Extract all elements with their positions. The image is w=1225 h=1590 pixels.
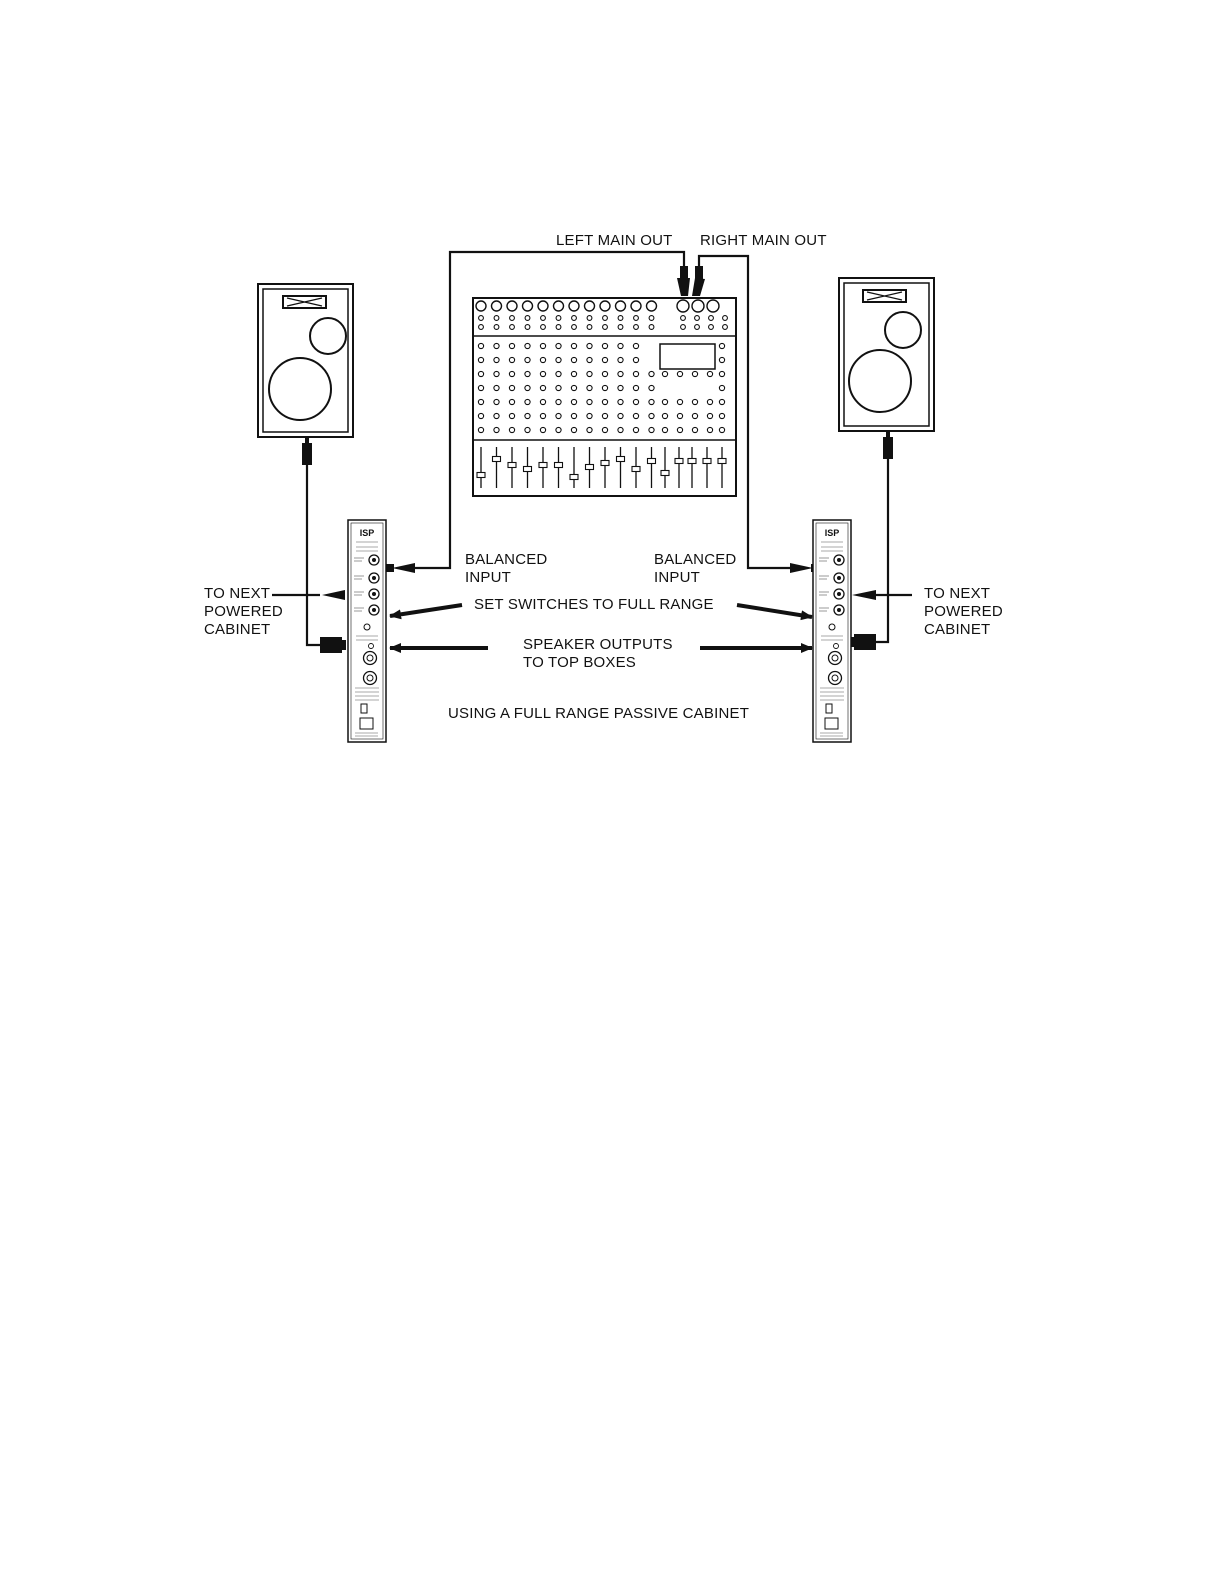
mixer-knob (602, 357, 607, 362)
mixer-knob (540, 413, 545, 418)
mixer-knob (494, 427, 499, 432)
mixer-knob (587, 413, 592, 418)
mixer-knob (478, 413, 483, 418)
left-speaker-cable (307, 465, 320, 645)
fader-cap (718, 459, 726, 464)
fader-cap (508, 463, 516, 468)
fader-cap (477, 473, 485, 478)
mixer-knob (602, 427, 607, 432)
mixer-knob (587, 316, 592, 321)
mixer-knob (587, 385, 592, 390)
mixer-knob (618, 316, 623, 321)
mixer-knob (681, 316, 686, 321)
mixer-knob (556, 357, 561, 362)
mixer-knob (540, 399, 545, 404)
mixer-knob (571, 399, 576, 404)
mixer-knob (719, 357, 724, 362)
fader-cap (586, 465, 594, 470)
fader-cap (661, 471, 669, 476)
mixer-knob (494, 399, 499, 404)
mixer-knob (719, 343, 724, 348)
mixer-knob (633, 427, 638, 432)
mixer-knob (587, 325, 592, 330)
mixer-knob (692, 371, 697, 376)
mixer-knob (709, 316, 714, 321)
mixer-knob (538, 301, 548, 311)
mixer-knob (507, 301, 517, 311)
mixer-knob (603, 325, 608, 330)
mixer-knob (649, 385, 654, 390)
fader-cap (570, 475, 578, 480)
mixer-knob (695, 325, 700, 330)
mixer-knob (509, 413, 514, 418)
mixer-knob (587, 343, 592, 348)
mixer-knob (525, 399, 530, 404)
mixer-knob (509, 399, 514, 404)
mixer-knob (478, 343, 483, 348)
mixer-faders (477, 447, 726, 488)
mixer-knob (587, 357, 592, 362)
mixer-knob (509, 357, 514, 362)
mixer-knob (525, 413, 530, 418)
balanced-input-label-left: BALANCED INPUT (465, 551, 548, 586)
mixer-knob (587, 399, 592, 404)
mixer-knob (556, 316, 561, 321)
mixer-knob (509, 427, 514, 432)
mixer-knob (603, 316, 608, 321)
mixer-knob (510, 316, 515, 321)
mixer-knob (556, 399, 561, 404)
mixer-knob (723, 316, 728, 321)
mixer-knob (616, 301, 626, 311)
mixer-knob (719, 371, 724, 376)
amp-connector-core (837, 592, 841, 596)
mixer-knob (525, 325, 530, 330)
mixer-knob (618, 343, 623, 348)
mixer-knob (634, 325, 639, 330)
mixer-knob (556, 413, 561, 418)
left-passive-speaker (258, 284, 353, 437)
mixer-knob (681, 325, 686, 330)
left-balanced-input-plug (386, 563, 415, 573)
amp-panel-left (348, 520, 386, 742)
mixer-knob (677, 300, 689, 312)
amp-brand-logo: ISP (824, 528, 840, 538)
diagram-caption: USING A FULL RANGE PASSIVE CABINET (448, 705, 750, 722)
fader-cap (703, 459, 711, 464)
mixer-knob (692, 399, 697, 404)
left-main-out-plug (677, 266, 690, 296)
mixer-knob (633, 343, 638, 348)
mixer-knob (587, 371, 592, 376)
mixer-knob (494, 413, 499, 418)
speaker-outputs-label: SPEAKER OUTPUTS TO TOP BOXES (523, 636, 673, 671)
mixer-knob (677, 413, 682, 418)
mixer-knob (556, 385, 561, 390)
fader-cap (555, 463, 563, 468)
mixer-knob (572, 325, 577, 330)
mixer-knob (478, 357, 483, 362)
mixer-knob (602, 343, 607, 348)
mixer-knob (492, 301, 502, 311)
amp-connector-core (837, 558, 841, 562)
amp-connector-core (372, 592, 376, 596)
mixer-knob (525, 357, 530, 362)
fader-cap (632, 467, 640, 472)
mixer-knob (540, 357, 545, 362)
mixer-knob (494, 316, 499, 321)
right-main-out-plug (692, 266, 705, 296)
mixer-knob (525, 316, 530, 321)
to-next-cabinet-label-right: TO NEXT POWERED CABINET (924, 585, 1003, 638)
mixer-knob (707, 427, 712, 432)
mixer-knob (494, 325, 499, 330)
mixer-knob (541, 316, 546, 321)
mixer-knob (540, 427, 545, 432)
mixer-knob (571, 413, 576, 418)
mixer-knob (618, 427, 623, 432)
mixer-knob (556, 427, 561, 432)
mixer-knob (677, 427, 682, 432)
mixer-knob (662, 413, 667, 418)
fader-cap (675, 459, 683, 464)
mixer-knob (662, 399, 667, 404)
right-speakon-plug (850, 634, 876, 650)
mixer-knob (587, 427, 592, 432)
mixer-knob (494, 371, 499, 376)
set-switches-label: SET SWITCHES TO FULL RANGE (474, 596, 714, 613)
right-passive-speaker (839, 278, 934, 431)
mixer-knob (695, 316, 700, 321)
mixer-knob (571, 343, 576, 348)
mixer-display (660, 344, 715, 369)
mixer-knob (618, 325, 623, 330)
mixer-knob (631, 301, 641, 311)
mixer-knob (618, 385, 623, 390)
mixer-knob (618, 399, 623, 404)
mixer-knob (478, 427, 483, 432)
mixer-knob (723, 325, 728, 330)
mixer-knob (662, 371, 667, 376)
balanced-input-label-right: BALANCED INPUT (654, 551, 737, 586)
left-speakon-plug (320, 637, 346, 653)
mixer-knob (719, 385, 724, 390)
fader-cap (688, 459, 696, 464)
mixer-knob (556, 371, 561, 376)
mixer-knob (719, 427, 724, 432)
mixer-knob (525, 427, 530, 432)
mixer-knob (540, 371, 545, 376)
mixer-knob (602, 413, 607, 418)
right-main-out-label: RIGHT MAIN OUT (700, 232, 827, 249)
set-switches-arrow-left (390, 605, 462, 616)
mixer-knob (509, 371, 514, 376)
amp-brand-logo: ISP (359, 528, 375, 538)
amp-connector-core (837, 576, 841, 580)
mixer-knob (525, 371, 530, 376)
right-speaker-cable (876, 459, 888, 642)
mixer-knob (677, 371, 682, 376)
fader-cap (601, 461, 609, 466)
mixer-knob (692, 413, 697, 418)
fader-cap (493, 457, 501, 462)
mixer-knob (633, 385, 638, 390)
mixer-knobs (476, 300, 727, 433)
fader-cap (617, 457, 625, 462)
set-switches-arrow-right (737, 605, 812, 617)
mixer-knob (525, 343, 530, 348)
mixer-knob (525, 385, 530, 390)
mixer-knob (571, 385, 576, 390)
mixer-knob (478, 399, 483, 404)
mixer-knob (509, 343, 514, 348)
mixer-knob (692, 300, 704, 312)
mixer-knob (677, 399, 682, 404)
mixer-knob (633, 413, 638, 418)
mixer-knob (540, 343, 545, 348)
mixer-knob (707, 399, 712, 404)
mixer-knob (649, 371, 654, 376)
speaker-plug-left (302, 438, 312, 465)
amp-connector-core (372, 558, 376, 562)
mixer-knob (633, 371, 638, 376)
mixer-knob (479, 316, 484, 321)
speaker-plug-right (883, 432, 893, 459)
mixer-knob (556, 325, 561, 330)
mixer-knob (494, 343, 499, 348)
mixer-knob (719, 399, 724, 404)
mixer-knob (707, 300, 719, 312)
mixer-knob (662, 427, 667, 432)
mixer-knob (707, 371, 712, 376)
amp-connector-core (372, 608, 376, 612)
mixer-knob (554, 301, 564, 311)
mixer-knob (569, 301, 579, 311)
mixer-knob (618, 357, 623, 362)
mixer-knob (494, 357, 499, 362)
fader-cap (524, 467, 532, 472)
mixer-knob (479, 325, 484, 330)
fader-cap (539, 463, 547, 468)
mixer-knob (571, 357, 576, 362)
mixer-knob (478, 385, 483, 390)
mixer-knob (478, 371, 483, 376)
mixer-knob (649, 316, 654, 321)
mixer-knob (571, 427, 576, 432)
fader-cap (648, 459, 656, 464)
mixing-console (473, 298, 736, 496)
mixer-knob (649, 325, 654, 330)
mixer-knob (649, 413, 654, 418)
mixer-knob (602, 371, 607, 376)
left-main-out-cable (415, 252, 684, 568)
amp-panel-right (813, 520, 851, 742)
mixer-knob (556, 343, 561, 348)
mixer-knob (523, 301, 533, 311)
mixer-knob (633, 357, 638, 362)
mixer-knob (602, 399, 607, 404)
amp-connector-core (837, 608, 841, 612)
mixer-knob (719, 413, 724, 418)
mixer-knob (540, 385, 545, 390)
mixer-knob (709, 325, 714, 330)
right-link-plug (852, 590, 876, 600)
to-next-cabinet-label-left: TO NEXT POWERED CABINET (204, 585, 283, 638)
mixer-knob (585, 301, 595, 311)
mixer-knob (633, 399, 638, 404)
mixer-knob (510, 325, 515, 330)
left-link-plug (322, 590, 345, 600)
mixer-knob (692, 427, 697, 432)
mixer-knob (541, 325, 546, 330)
left-main-out-label: LEFT MAIN OUT (556, 232, 673, 249)
mixer-knob (509, 385, 514, 390)
mixer-knob (571, 371, 576, 376)
mixer-knob (647, 301, 657, 311)
mixer-knob (602, 385, 607, 390)
mixer-knob (618, 413, 623, 418)
right-main-out-cable (699, 256, 790, 568)
mixer-knob (476, 301, 486, 311)
amp-connector-core (372, 576, 376, 580)
mixer-knob (572, 316, 577, 321)
mixer-knob (649, 427, 654, 432)
mixer-knob (634, 316, 639, 321)
mixer-knob (649, 399, 654, 404)
mixer-knob (618, 371, 623, 376)
mixer-knob (600, 301, 610, 311)
mixer-knob (707, 413, 712, 418)
mixer-knob (494, 385, 499, 390)
